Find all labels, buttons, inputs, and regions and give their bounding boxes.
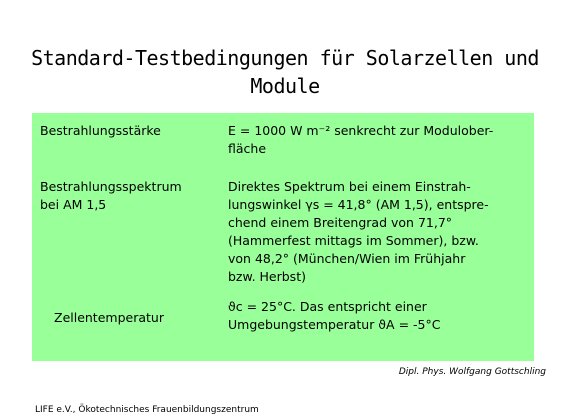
row-1-label: Bestrahlungsstärke	[40, 123, 161, 138]
row-2-value: Direktes Spektrum bei einem Einstrah- lungswinkel γs = 41,8° (AM 1,5), entspre- chend einem Breitengrad von 71,7° (Hammerfest mittags im Sommer), bzw. von 48,2° (München/Wien im Frühjahr bzw. Herbst)	[228, 179, 489, 284]
row-1-value: E = 1000 W m⁻² senkrecht zur Modulober- fläche	[228, 123, 494, 156]
conditions-table	[32, 113, 534, 361]
page-title	[0, 44, 570, 100]
row-2-label: Bestrahlungsspektrum bei AM 1,5	[40, 179, 182, 212]
author-credit: Dipl. Phys. Wolfgang Gottschling	[398, 367, 546, 377]
row-3-value: ϑc = 25°C. Das entspricht einer Umgebungstemperatur ϑA = -5°C	[228, 299, 441, 332]
title-line-1: Standard-Testbedingungen für Solarzellen und	[31, 46, 539, 70]
footer-organization: LIFE e.V., Ökotechnisches Frauenbildungszentrum	[35, 405, 259, 415]
row-3-label: Zellentemperatur	[54, 310, 164, 325]
title-line-2: Module	[250, 74, 320, 98]
